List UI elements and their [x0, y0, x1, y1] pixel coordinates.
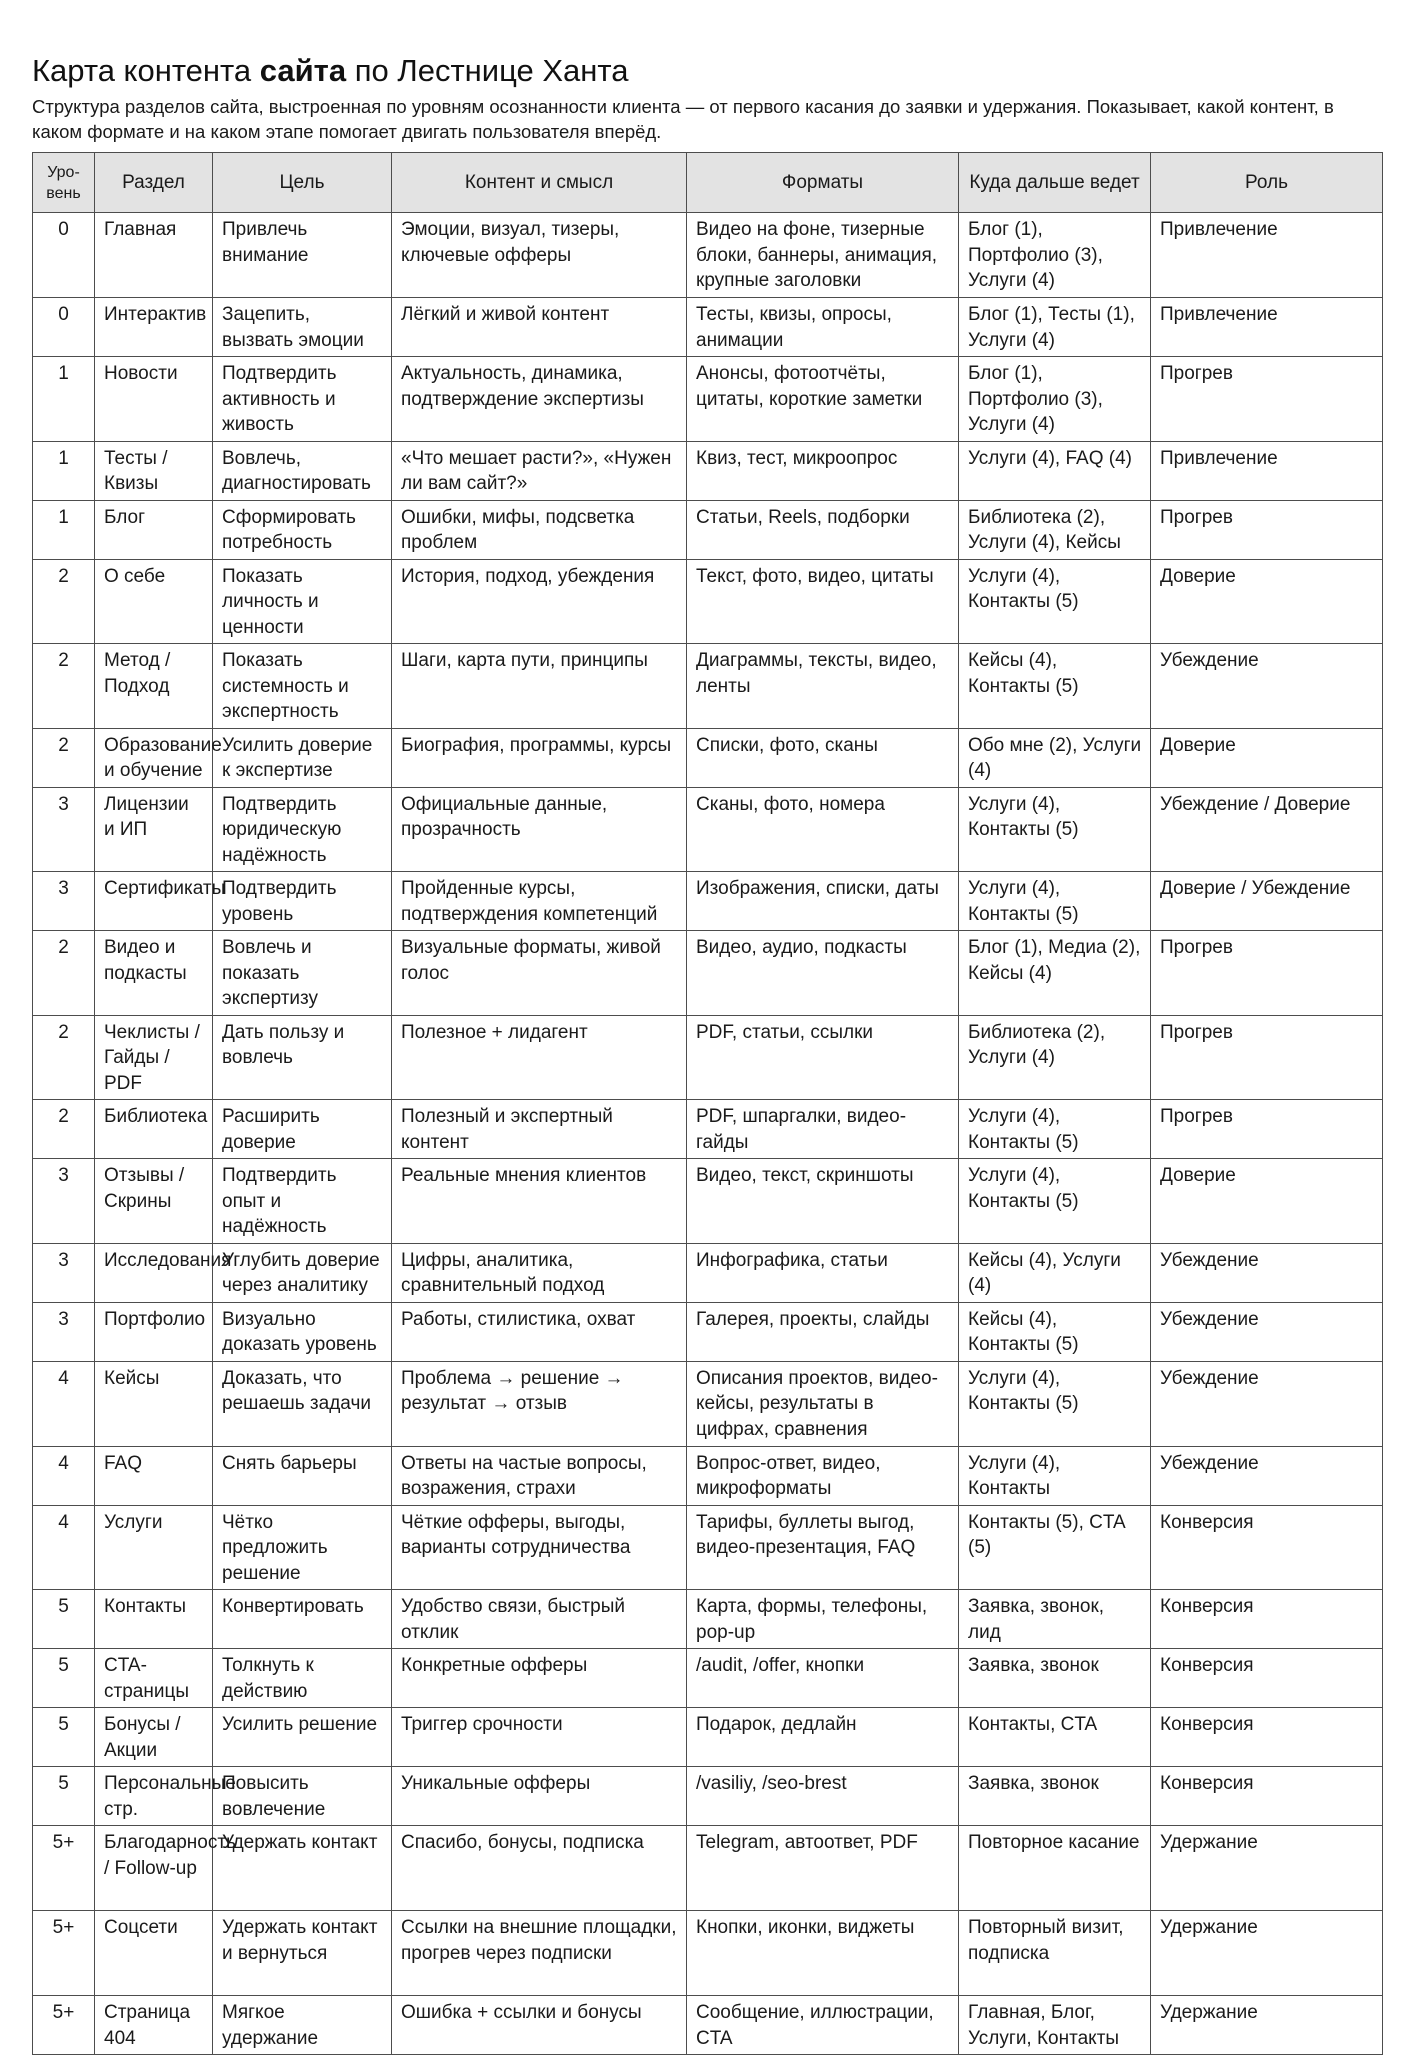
- cell-role: Убеждение: [1151, 1243, 1383, 1302]
- cell-next: Услуги (4), Контакты (5): [959, 872, 1151, 931]
- cell-goal: Зацепить, вызвать эмоции: [213, 298, 392, 357]
- cell-formats: Telegram, автоответ, PDF: [687, 1826, 959, 1911]
- cell-level: 5: [33, 1767, 95, 1826]
- header-content: Контент и смысл: [392, 153, 687, 213]
- cell-section: Сертификаты: [95, 872, 213, 931]
- cell-content: Работы, стилистика, охват: [392, 1302, 687, 1361]
- cell-next: Кейсы (4), Услуги (4): [959, 1243, 1151, 1302]
- title-part-1: Карта контента: [32, 53, 252, 88]
- cell-next: Контакты, CTA: [959, 1708, 1151, 1767]
- cell-next: Заявка, звонок: [959, 1767, 1151, 1826]
- page-title: [32, 52, 1382, 90]
- cell-section: Кейсы: [95, 1361, 213, 1446]
- cell-next: Услуги (4), Контакты (5): [959, 1159, 1151, 1244]
- cell-content: Биография, программы, курсы: [392, 728, 687, 787]
- cell-goal: Визуально доказать уровень: [213, 1302, 392, 1361]
- table-row: [33, 1996, 1383, 2055]
- cell-content: Пройденные курсы, подтверждения компетенций: [392, 872, 687, 931]
- cell-next: Услуги (4), Контакты: [959, 1446, 1151, 1505]
- cell-next: Услуги (4), Контакты (5): [959, 1100, 1151, 1159]
- cell-role: Доверие: [1151, 1159, 1383, 1244]
- cell-role: Удержание: [1151, 1911, 1383, 1996]
- cell-formats: Описания проектов, видео-кейсы, результаты в цифрах, сравнения: [687, 1361, 959, 1446]
- cell-level: 2: [33, 1015, 95, 1100]
- cell-next: Блог (1), Портфолио (3), Услуги (4): [959, 357, 1151, 442]
- table-row: [33, 1708, 1383, 1767]
- cell-level: 5: [33, 1708, 95, 1767]
- table-row: [33, 213, 1383, 298]
- cell-formats: Видео, аудио, подкасты: [687, 931, 959, 1016]
- cell-section: Образование и обучение: [95, 728, 213, 787]
- cell-next: Контакты (5), CTA (5): [959, 1505, 1151, 1590]
- cell-section: Блог: [95, 500, 213, 559]
- document-page: [32, 52, 1382, 2055]
- cell-next: Блог (1), Портфолио (3), Услуги (4): [959, 213, 1151, 298]
- cell-role: Доверие / Убеждение: [1151, 872, 1383, 931]
- cell-section: Страница 404: [95, 1996, 213, 2055]
- cell-role: Конверсия: [1151, 1505, 1383, 1590]
- cell-level: 2: [33, 559, 95, 644]
- cell-content: Удобство связи, быстрый отклик: [392, 1590, 687, 1649]
- cell-section: Библиотека: [95, 1100, 213, 1159]
- cell-formats: Инфографика, статьи: [687, 1243, 959, 1302]
- cell-content: Триггер срочности: [392, 1708, 687, 1767]
- cell-goal: Дать пользу и вовлечь: [213, 1015, 392, 1100]
- header-role: Роль: [1151, 153, 1383, 213]
- cell-level: 2: [33, 931, 95, 1016]
- cell-content: Эмоции, визуал, тизеры, ключевые офферы: [392, 213, 687, 298]
- cell-content: Проблема → решение → результат → отзыв: [392, 1361, 687, 1446]
- table-row: [33, 872, 1383, 931]
- cell-role: Прогрев: [1151, 500, 1383, 559]
- cell-role: Конверсия: [1151, 1649, 1383, 1708]
- cell-role: Конверсия: [1151, 1767, 1383, 1826]
- cell-goal: Подтвердить уровень: [213, 872, 392, 931]
- cell-level: 5+: [33, 1826, 95, 1911]
- table-row: [33, 1361, 1383, 1446]
- cell-formats: Текст, фото, видео, цитаты: [687, 559, 959, 644]
- cell-formats: Подарок, дедлайн: [687, 1708, 959, 1767]
- cell-role: Привлечение: [1151, 441, 1383, 500]
- cell-next: Заявка, звонок, лид: [959, 1590, 1151, 1649]
- cell-next: Кейсы (4), Контакты (5): [959, 644, 1151, 729]
- cell-level: 1: [33, 357, 95, 442]
- cell-level: 3: [33, 1159, 95, 1244]
- cell-goal: Подтвердить опыт и надёжность: [213, 1159, 392, 1244]
- cell-formats: /vasiliy, /seo-brest: [687, 1767, 959, 1826]
- cell-section: Отзывы / Скрины: [95, 1159, 213, 1244]
- cell-level: 0: [33, 213, 95, 298]
- content-map-table: [32, 152, 1383, 2055]
- cell-next: Услуги (4), Контакты (5): [959, 1361, 1151, 1446]
- cell-next: Услуги (4), Контакты (5): [959, 559, 1151, 644]
- table-row: [33, 1243, 1383, 1302]
- cell-next: Библиотека (2), Услуги (4): [959, 1015, 1151, 1100]
- cell-role: Удержание: [1151, 1826, 1383, 1911]
- table-row: [33, 357, 1383, 442]
- cell-level: 3: [33, 1302, 95, 1361]
- cell-section: Лицензии и ИП: [95, 787, 213, 872]
- cell-content: Уникальные офферы: [392, 1767, 687, 1826]
- table-body: [33, 213, 1383, 2055]
- cell-section: Благодарность / Follow-up: [95, 1826, 213, 1911]
- cell-goal: Подтвердить юридическую надёжность: [213, 787, 392, 872]
- cell-section: Чеклисты / Гайды / PDF: [95, 1015, 213, 1100]
- cell-section: Тесты / Квизы: [95, 441, 213, 500]
- cell-content: Чёткие офферы, выгоды, варианты сотрудничества: [392, 1505, 687, 1590]
- cell-next: Блог (1), Тесты (1), Услуги (4): [959, 298, 1151, 357]
- cell-role: Прогрев: [1151, 357, 1383, 442]
- cell-section: О себе: [95, 559, 213, 644]
- cell-level: 5+: [33, 1996, 95, 2055]
- cell-goal: Показать личность и ценности: [213, 559, 392, 644]
- cell-level: 4: [33, 1446, 95, 1505]
- cell-goal: Показать системность и экспертность: [213, 644, 392, 729]
- cell-level: 3: [33, 1243, 95, 1302]
- cell-formats: Статьи, Reels, подборки: [687, 500, 959, 559]
- cell-goal: Удержать контакт и вернуться: [213, 1911, 392, 1996]
- header-goal: Цель: [213, 153, 392, 213]
- table-row: [33, 298, 1383, 357]
- cell-goal: Расширить доверие: [213, 1100, 392, 1159]
- cell-formats: PDF, статьи, ссылки: [687, 1015, 959, 1100]
- header-next: Куда дальше ведет: [959, 153, 1151, 213]
- cell-goal: Привлечь внимание: [213, 213, 392, 298]
- cell-level: 5: [33, 1649, 95, 1708]
- cell-role: Прогрев: [1151, 1015, 1383, 1100]
- table-row: [33, 1015, 1383, 1100]
- cell-next: Услуги (4), Контакты (5): [959, 787, 1151, 872]
- cell-goal: Усилить доверие к экспертизе: [213, 728, 392, 787]
- cell-role: Убеждение / Доверие: [1151, 787, 1383, 872]
- cell-content: Полезный и экспертный контент: [392, 1100, 687, 1159]
- header-section: Раздел: [95, 153, 213, 213]
- cell-formats: Вопрос-ответ, видео, микроформаты: [687, 1446, 959, 1505]
- page-subtitle: Структура разделов сайта, выстроенная по уровням осознанности клиента — от первого касания до заявки и удержания. Показывает, какой контент, в каком формате и на каком этапе помогает двигать пользователя вперёд.: [32, 96, 1334, 142]
- cell-section: Персональные стр.: [95, 1767, 213, 1826]
- cell-section: Исследования: [95, 1243, 213, 1302]
- cell-formats: Кнопки, иконки, виджеты: [687, 1911, 959, 1996]
- table-row: [33, 1505, 1383, 1590]
- cell-section: Услуги: [95, 1505, 213, 1590]
- cell-level: 3: [33, 872, 95, 931]
- cell-formats: Видео на фоне, тизерные блоки, баннеры, анимация, крупные заголовки: [687, 213, 959, 298]
- cell-goal: Конвертировать: [213, 1590, 392, 1649]
- cell-goal: Вовлечь, диагностировать: [213, 441, 392, 500]
- cell-content: Ошибки, мифы, подсветка проблем: [392, 500, 687, 559]
- cell-content: Лёгкий и живой контент: [392, 298, 687, 357]
- cell-goal: Углубить доверие через аналитику: [213, 1243, 392, 1302]
- cell-level: 4: [33, 1505, 95, 1590]
- cell-next: Повторный визит, подписка: [959, 1911, 1151, 1996]
- cell-content: Конкретные офферы: [392, 1649, 687, 1708]
- cell-level: 0: [33, 298, 95, 357]
- table-row: [33, 728, 1383, 787]
- table-row: [33, 644, 1383, 729]
- cell-formats: Сканы, фото, номера: [687, 787, 959, 872]
- cell-content: Спасибо, бонусы, подписка: [392, 1826, 687, 1911]
- cell-section: Интерактив: [95, 298, 213, 357]
- cell-content: Официальные данные, прозрачность: [392, 787, 687, 872]
- cell-level: 1: [33, 500, 95, 559]
- cell-level: 5+: [33, 1911, 95, 1996]
- cell-content: Полезное + лидагент: [392, 1015, 687, 1100]
- cell-formats: PDF, шпаргалки, видео-гайды: [687, 1100, 959, 1159]
- table-row: [33, 500, 1383, 559]
- cell-role: Убеждение: [1151, 1361, 1383, 1446]
- cell-formats: Видео, текст, скриншоты: [687, 1159, 959, 1244]
- cell-formats: Списки, фото, сканы: [687, 728, 959, 787]
- cell-section: Метод / Подход: [95, 644, 213, 729]
- cell-goal: Повысить вовлечение: [213, 1767, 392, 1826]
- table-row: [33, 1100, 1383, 1159]
- cell-level: 1: [33, 441, 95, 500]
- cell-content: Ссылки на внешние площадки, прогрев через подписки: [392, 1911, 687, 1996]
- cell-role: Убеждение: [1151, 1446, 1383, 1505]
- cell-content: Реальные мнения клиентов: [392, 1159, 687, 1244]
- cell-section: Новости: [95, 357, 213, 442]
- cell-formats: Сообщение, иллюстрации, CTA: [687, 1996, 959, 2055]
- header-level: Уро- вень: [33, 153, 95, 213]
- cell-formats: Галерея, проекты, слайды: [687, 1302, 959, 1361]
- header-formats: Форматы: [687, 153, 959, 213]
- cell-formats: Изображения, списки, даты: [687, 872, 959, 931]
- cell-role: Конверсия: [1151, 1708, 1383, 1767]
- table-row: [33, 1649, 1383, 1708]
- cell-goal: Снять барьеры: [213, 1446, 392, 1505]
- title-bold-part: сайта: [259, 53, 347, 88]
- cell-role: Удержание: [1151, 1996, 1383, 2055]
- cell-goal: Вовлечь и показать экспертизу: [213, 931, 392, 1016]
- cell-level: 2: [33, 644, 95, 729]
- cell-role: Привлечение: [1151, 213, 1383, 298]
- cell-next: Блог (1), Медиа (2), Кейсы (4): [959, 931, 1151, 1016]
- table-row: [33, 1826, 1383, 1911]
- cell-next: Кейсы (4), Контакты (5): [959, 1302, 1151, 1361]
- cell-content: Актуальность, динамика, подтверждение экспертизы: [392, 357, 687, 442]
- cell-section: Видео и подкасты: [95, 931, 213, 1016]
- table-row: [33, 931, 1383, 1016]
- cell-formats: Анонсы, фотоотчёты, цитаты, короткие заметки: [687, 357, 959, 442]
- cell-formats: Квиз, тест, микроопрос: [687, 441, 959, 500]
- table-row: [33, 1159, 1383, 1244]
- table-row: [33, 1302, 1383, 1361]
- cell-level: 5: [33, 1590, 95, 1649]
- cell-role: Убеждение: [1151, 644, 1383, 729]
- cell-section: Портфолио: [95, 1302, 213, 1361]
- cell-goal: Сформировать потребность: [213, 500, 392, 559]
- cell-next: Обо мне (2), Услуги (4): [959, 728, 1151, 787]
- cell-role: Убеждение: [1151, 1302, 1383, 1361]
- cell-goal: Доказать, что решаешь задачи: [213, 1361, 392, 1446]
- cell-next: Повторное касание: [959, 1826, 1151, 1911]
- cell-content: Цифры, аналитика, сравнительный подход: [392, 1243, 687, 1302]
- cell-level: 2: [33, 728, 95, 787]
- cell-section: Контакты: [95, 1590, 213, 1649]
- table-row: [33, 1590, 1383, 1649]
- table-header-row: [33, 153, 1383, 213]
- cell-section: Соцсети: [95, 1911, 213, 1996]
- cell-role: Доверие: [1151, 728, 1383, 787]
- cell-content: Ошибка + ссылки и бонусы: [392, 1996, 687, 2055]
- cell-content: Шаги, карта пути, принципы: [392, 644, 687, 729]
- cell-level: 3: [33, 787, 95, 872]
- cell-section: Бонусы / Акции: [95, 1708, 213, 1767]
- cell-formats: Тесты, квизы, опросы, анимации: [687, 298, 959, 357]
- cell-next: Библиотека (2), Услуги (4), Кейсы: [959, 500, 1151, 559]
- cell-level: 2: [33, 1100, 95, 1159]
- cell-formats: Диаграммы, тексты, видео, ленты: [687, 644, 959, 729]
- cell-goal: Подтвердить активность и живость: [213, 357, 392, 442]
- table-row: [33, 441, 1383, 500]
- cell-role: Прогрев: [1151, 931, 1383, 1016]
- cell-formats: Карта, формы, телефоны, pop-up: [687, 1590, 959, 1649]
- cell-goal: Толкнуть к действию: [213, 1649, 392, 1708]
- cell-level: 4: [33, 1361, 95, 1446]
- cell-goal: Мягкое удержание: [213, 1996, 392, 2055]
- cell-goal: Удержать контакт: [213, 1826, 392, 1911]
- table-row: [33, 787, 1383, 872]
- cell-role: Доверие: [1151, 559, 1383, 644]
- cell-section: Главная: [95, 213, 213, 298]
- cell-section: CTA-страницы: [95, 1649, 213, 1708]
- cell-next: Заявка, звонок: [959, 1649, 1151, 1708]
- cell-section: FAQ: [95, 1446, 213, 1505]
- table-row: [33, 1767, 1383, 1826]
- table-row: [33, 1911, 1383, 1996]
- cell-content: История, подход, убеждения: [392, 559, 687, 644]
- cell-formats: /audit, /offer, кнопки: [687, 1649, 959, 1708]
- cell-role: Прогрев: [1151, 1100, 1383, 1159]
- cell-content: Визуальные форматы, живой голос: [392, 931, 687, 1016]
- cell-role: Привлечение: [1151, 298, 1383, 357]
- table-row: [33, 559, 1383, 644]
- cell-goal: Чётко предложить решение: [213, 1505, 392, 1590]
- cell-content: «Что мешает расти?», «Нужен ли вам сайт?»: [392, 441, 687, 500]
- cell-role: Конверсия: [1151, 1590, 1383, 1649]
- cell-formats: Тарифы, буллеты выгод, видео-презентация, FAQ: [687, 1505, 959, 1590]
- table-row: [33, 1446, 1383, 1505]
- cell-next: Услуги (4), FAQ (4): [959, 441, 1151, 500]
- cell-content: Ответы на частые вопросы, возражения, страхи: [392, 1446, 687, 1505]
- cell-next: Главная, Блог, Услуги, Контакты: [959, 1996, 1151, 2055]
- title-part-3: по Лестнице Ханта: [354, 53, 629, 88]
- cell-goal: Усилить решение: [213, 1708, 392, 1767]
